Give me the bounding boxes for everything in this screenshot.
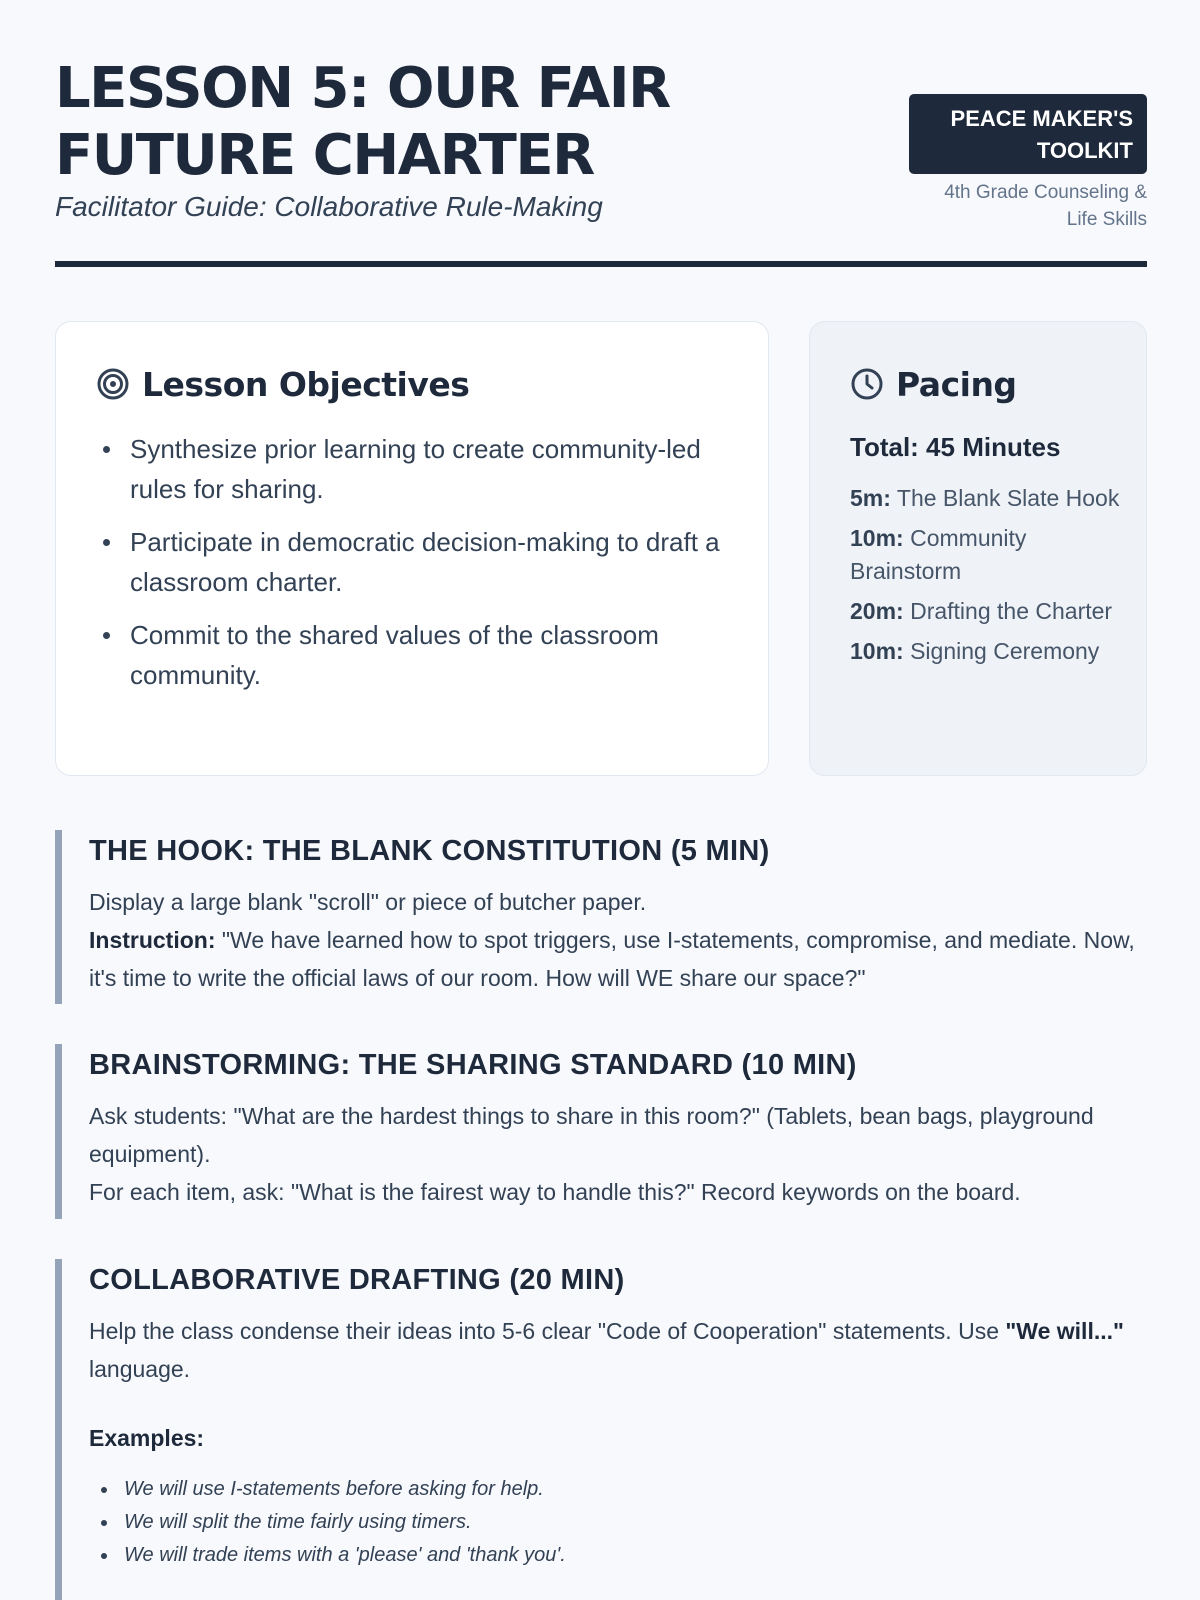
grade-line-1: 4th Grade Counseling &: [944, 182, 1147, 203]
pacing-header: [850, 362, 1017, 406]
pacing-activity: The Blank Slate Hook: [896, 485, 1120, 511]
hook-line-1: Display a large blank "scroll" or piece of butcher paper.: [89, 889, 647, 915]
pacing-item: [850, 635, 1120, 668]
pacing-activity: Community Brainstorm: [850, 525, 1027, 584]
examples-list: [89, 1473, 1147, 1572]
objectives-header: [96, 362, 469, 406]
drafting-text-after: language.: [89, 1356, 191, 1382]
objective-item: Commit to the shared values of the classroom community.: [130, 615, 740, 695]
pacing-item: [850, 482, 1120, 515]
page-header: [55, 55, 1147, 267]
we-will-phrase: "We will...": [1005, 1318, 1124, 1344]
pacing-activity: Signing Ceremony: [910, 638, 1100, 664]
hook-heading: THE HOOK: THE BLANK CONSTITUTION (5 MIN): [89, 835, 770, 867]
drafting-text: [89, 1312, 1147, 1388]
examples-label: Examples:: [89, 1425, 205, 1451]
pacing-time: 10m:: [850, 638, 904, 664]
badge-line-2: TOOLKIT: [1036, 138, 1133, 163]
grade-line-2: Life Skills: [1066, 209, 1147, 230]
title-line-2: FUTURE CHARTER: [55, 123, 594, 188]
pacing-card: [809, 321, 1147, 776]
brainstorm-text-1: Ask students: "What are the hardest things to share in this room?" (Tablets, bean bags, playground equipment).: [89, 1103, 1094, 1167]
pacing-time: 5m:: [850, 485, 891, 511]
example-item: We will trade items with a 'please' and 'thank you'.: [124, 1539, 1147, 1572]
objective-item: Synthesize prior learning to create community-led rules for sharing.: [130, 429, 740, 509]
hook-instruction: "We have learned how to spot triggers, use I-statements, compromise, and mediate. Now, it's time to write the official laws of our room. How will WE share our space?": [89, 927, 1135, 991]
pacing-item: [850, 522, 1120, 588]
clock-icon: [850, 367, 884, 401]
drafting-section: [55, 1259, 1147, 1600]
hook-text: [89, 883, 1147, 997]
pacing-time: 20m:: [850, 598, 904, 624]
objectives-heading: Lesson Objectives: [142, 364, 470, 404]
grade-label: [917, 179, 1147, 233]
example-item: We will split the time fairly using timers.: [124, 1506, 1147, 1539]
pacing-total: Total: 45 Minutes: [850, 432, 1061, 462]
target-icon: [96, 367, 130, 401]
pacing-time: 10m:: [850, 525, 904, 551]
hook-section: [55, 830, 1147, 1004]
instruction-label: Instruction:: [89, 927, 216, 953]
objective-item: Participate in democratic decision-making to draft a classroom charter.: [130, 522, 740, 602]
brainstorm-heading: BRAINSTORMING: THE SHARING STANDARD (10 MIN): [89, 1049, 857, 1081]
page-subtitle: Facilitator Guide: Collaborative Rule-Making: [55, 191, 603, 222]
pacing-list: [850, 482, 1120, 675]
objectives-card: [55, 321, 769, 776]
objectives-list: [130, 429, 740, 708]
pacing-heading: Pacing: [896, 364, 1017, 404]
badge-line-1: PEACE MAKER'S: [950, 106, 1133, 131]
pacing-item: [850, 595, 1120, 628]
pacing-activity: Drafting the Charter: [910, 598, 1113, 624]
brainstorm-section: [55, 1044, 1147, 1219]
brainstorm-text-2: For each item, ask: "What is the fairest way to handle this?" Record keywords on the board.: [89, 1179, 1021, 1205]
title-line-1: LESSON 5: OUR FAIR: [55, 56, 670, 121]
drafting-text-before: Help the class condense their ideas into 5-6 clear "Code of Cooperation" statements. Use: [89, 1318, 1006, 1344]
toolkit-badge: [909, 94, 1147, 174]
drafting-heading: COLLABORATIVE DRAFTING (20 MIN): [89, 1264, 625, 1296]
page-title: [55, 55, 755, 189]
lesson-page: [55, 0, 1147, 1600]
example-item: We will use I-statements before asking for help.: [124, 1473, 1147, 1506]
